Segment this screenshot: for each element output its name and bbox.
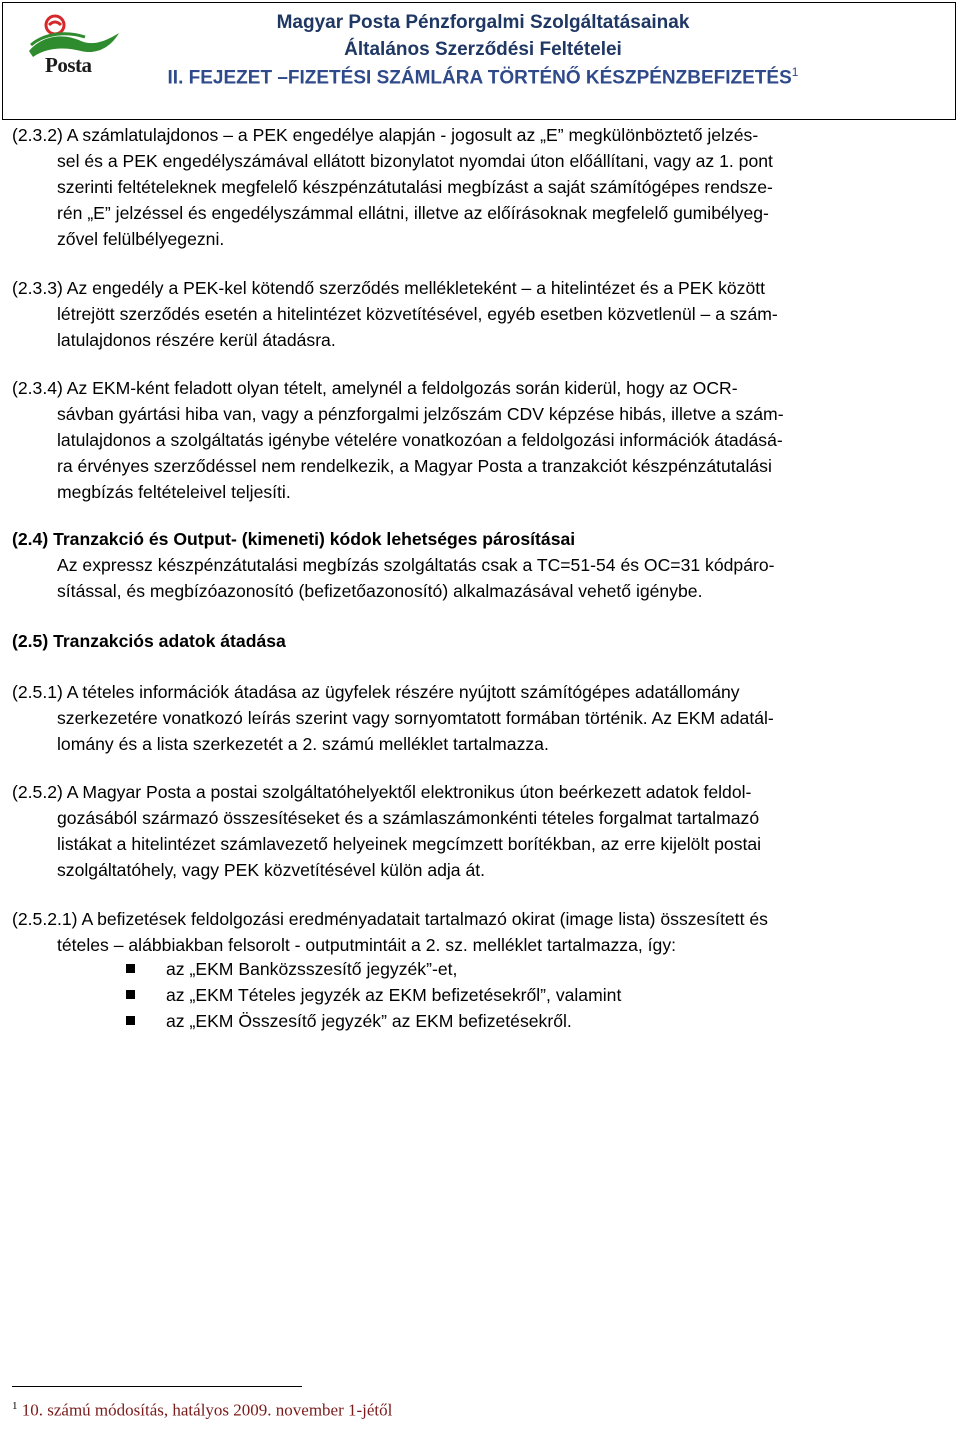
footnote-text: 10. számú módosítás, hatályos 2009. november 1-jétől [17,1400,393,1420]
paragraph-2-5-2 [12,779,948,883]
output-sample-list [120,956,621,1034]
text-line [12,705,948,731]
paragraph-2-5-2-1 [12,906,948,958]
chapter-title: II. FEJEZET –FIZETÉSI SZÁMLÁRA TÖRTÉNŐ KÉSZPÉNZBEFIZETÉS [167,67,792,89]
line-text: gozásából származó összesítéseket és a számlaszámonkénti tételes forgalmat tartalmazó [57,808,760,828]
line-text: (2.3.4) Az EKM-ként feladott olyan tételt, amelynél a feldolgozás során kiderül, hogy az OCR- [12,378,738,398]
line-text: lomány és a lista szerkezetét a 2. számú melléklet tartalmazza. [57,734,549,754]
line-text: szerinti feltételeknek megfelelő készpénzátutalási megbízást a saját számítógépes rendsze- [57,177,773,197]
text-line [12,375,948,401]
line-text: Az expressz készpénzátutalási megbízás szolgáltatás csak a TC=51-54 és OC=31 kódpáro- [57,555,775,575]
list-item-text: az „EKM Tételes jegyzék az EKM befizetésekről”, valamint [166,985,622,1005]
text-line [12,327,948,353]
text-line [12,552,948,578]
line-text: ra érvényes szerződéssel nem rendelkezik, a Magyar Posta a tranzakciót készpénzátutalási [57,456,772,476]
line-text: (2.3.3) Az engedély a PEK-kel kötendő szerződés mellékleteként – a hitelintézet és a PEK között [12,278,766,298]
text-line [12,805,948,831]
list-item-text: az „EKM Összesítő jegyzék” az EKM befizetésekről. [166,1011,572,1031]
text-line [12,453,948,479]
text-line [12,479,948,505]
text-line [12,779,948,805]
text-line [12,174,948,200]
section-2-4 [12,526,948,604]
text-line [12,200,948,226]
text-line [12,679,948,705]
line-text: sávban gyártási hiba van, vagy a pénzforgalmi jelzőszám CDV képzése hibás, illetve a szám- [57,404,784,424]
square-bullet-icon [126,990,135,999]
text-line [12,122,948,148]
line-text: latulajdonos a szolgáltatás igénybe vételére vonatkozóan a feldolgozási információk átadásá- [57,430,783,450]
line-text: sítással, és megbízóazonosító (befizetőazonosító) alkalmazásával vehető igénybe. [57,581,703,601]
square-bullet-icon [126,1016,135,1025]
line-text: (2.5.1) A tételes információk átadása az ügyfelek részére nyújtott számítógépes adatállomány [12,682,740,702]
document-header [2,2,956,120]
list-item-text: az „EKM Banközsszesítő jegyzék”-et, [166,959,458,979]
line-text: listákat a hitelintézet számlavezető helyeinek megcímzett borítékban, az erre kijelölt postai [57,834,762,854]
section-heading: (2.4) Tranzakció és Output- (kimeneti) kódok lehetséges párosításai [12,529,576,549]
line-text: tételes – alábbiakban felsorolt - outputmintáit a 2. sz. melléklet tartalmazza, így: [57,935,677,955]
text-line [12,427,948,453]
paragraph-2-5-1 [12,679,948,757]
logo-text: Posta [45,53,92,77]
header-title-line1: Magyar Posta Pénzforgalmi Szolgáltatásainak [276,12,690,33]
line-text: szolgáltatóhely, vagy PEK közvetítésével külön adja át. [57,860,486,880]
list-item [120,982,621,1008]
text-line [12,578,948,604]
line-text: rén „E” jelzéssel és engedélyszámmal ellátni, illetve az előírásoknak megfelelő gumibélyeg- [57,203,769,223]
header-title-line2: Általános Szerződési Feltételei [344,39,622,60]
header-title-line3 [6,65,960,89]
line-text: megbízás feltételeivel teljesíti. [57,482,291,502]
paragraph-2-3-3 [12,275,948,353]
text-line [12,226,948,252]
footnote-reference: 1 [791,65,799,79]
square-bullet-icon [126,964,135,973]
footnote-separator [12,1386,302,1387]
line-text: (2.5.2.1) A befizetések feldolgozási eredményadatait tartalmazó okirat (image lista) összesített és [12,909,768,929]
footnote-number: 1 [12,1400,18,1412]
text-line [12,401,948,427]
list-item [120,1008,621,1034]
line-text: (2.3.2) A számlatulajdonos – a PEK engedélye alapján - jogosult az „E” megkülönböztető jelzés- [12,125,759,145]
line-text: (2.5.2) A Magyar Posta a postai szolgáltatóhelyektől elektronikus úton beérkezett adatok feldol- [12,782,752,802]
line-text: létrejött szerződés esetén a hitelintézet közvetítésével, egyéb esetben közvetlenül – a szám- [57,304,778,324]
text-line [12,275,948,301]
line-text: zővel felülbélyegezni. [57,229,225,249]
section-2-5 [12,628,948,654]
line-text: latulajdonos részére kerül átadásra. [57,330,336,350]
text-line [12,857,948,883]
text-line [12,731,948,757]
text-line [12,831,948,857]
text-line [12,301,948,327]
section-heading: (2.5) Tranzakciós adatok átadása [12,631,286,651]
text-line [12,148,948,174]
line-text: sel és a PEK engedélyszámával ellátott bizonylatot nyomdai úton előállítani, vagy az 1. pont [57,151,773,171]
text-line [12,932,948,958]
list-item [120,956,621,982]
text-line [12,906,948,932]
footnote [12,1400,392,1421]
paragraph-2-3-4 [12,375,948,505]
line-text: szerkezetére vonatkozó leírás szerint vagy sornyomtatott formában történik. Az EKM adatál- [57,708,774,728]
paragraph-2-3-2 [12,122,948,252]
